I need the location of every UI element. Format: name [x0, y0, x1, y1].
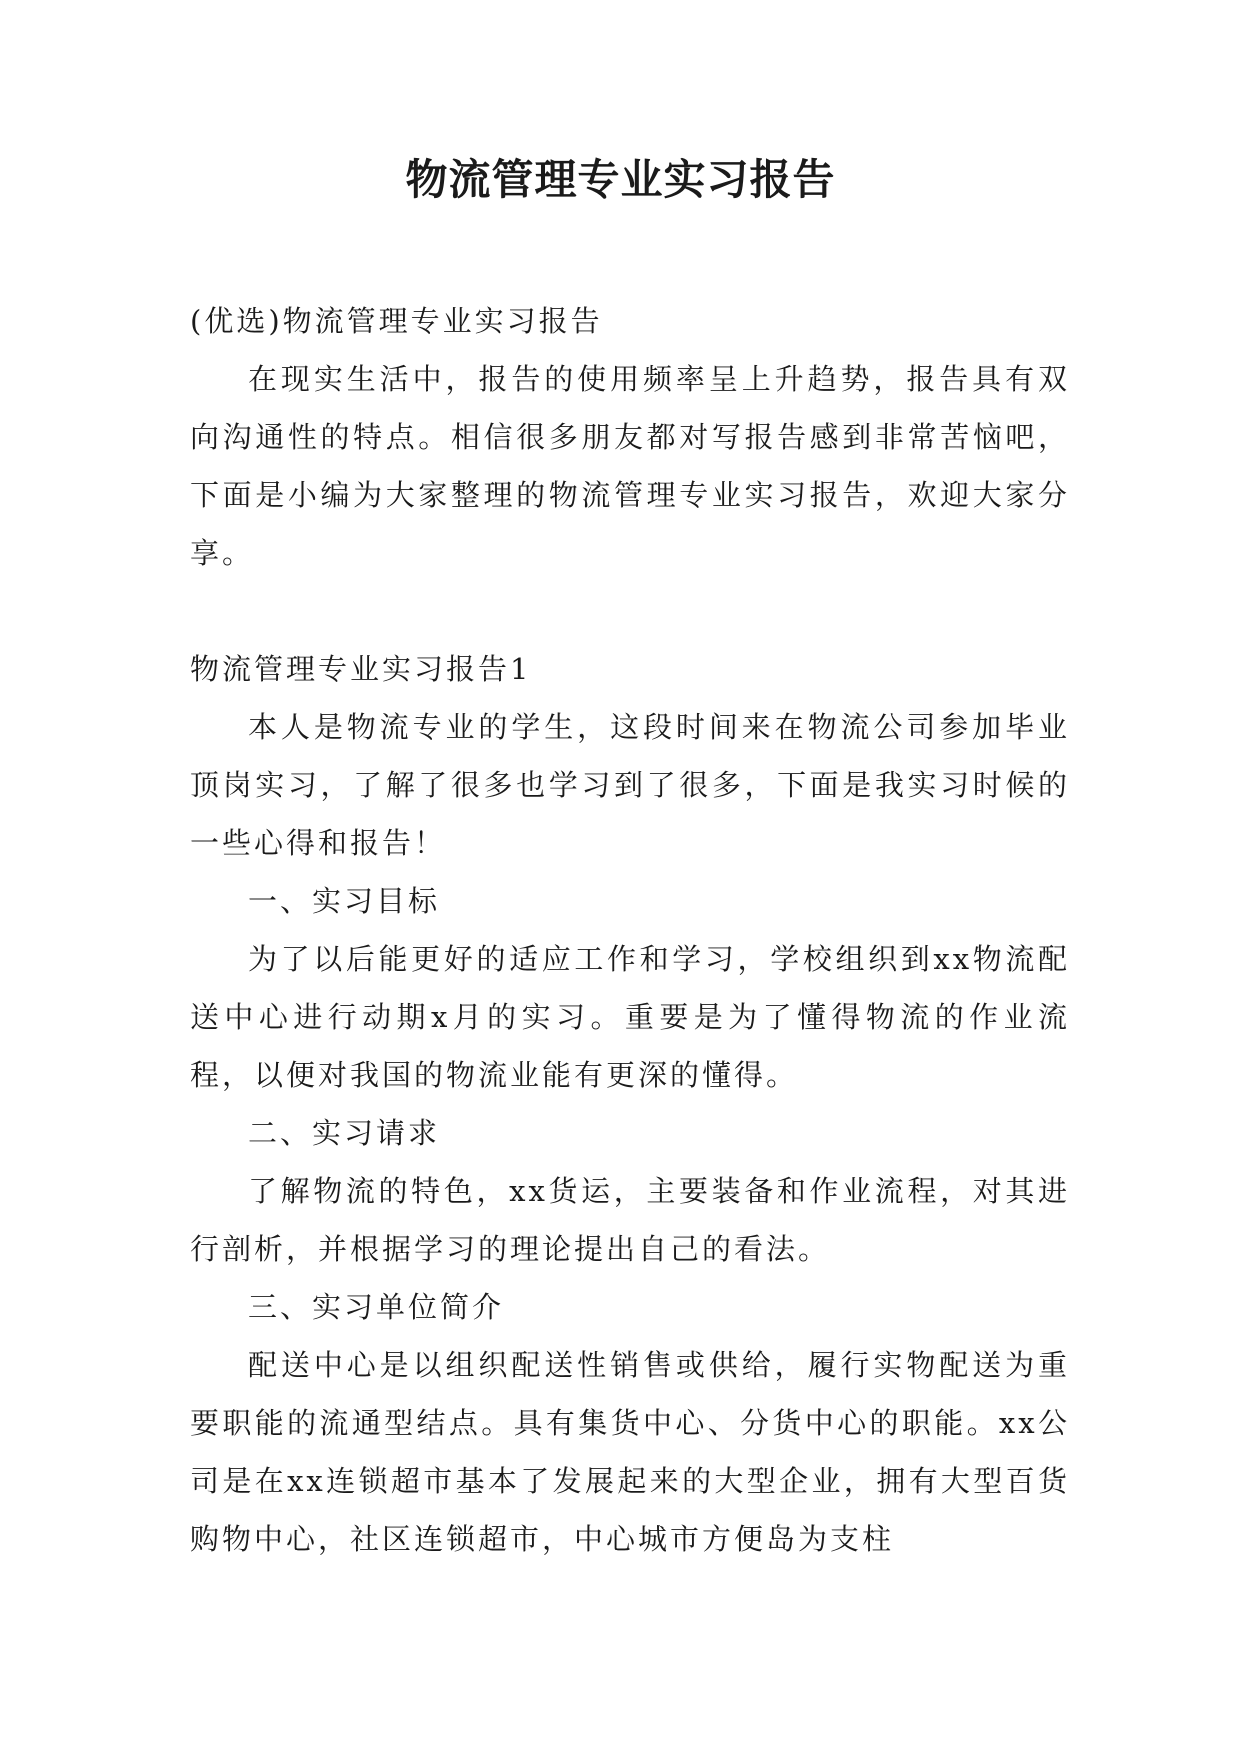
intro-paragraph: 在现实生活中，报告的使用频率呈上升趋势，报告具有双向沟通性的特点。相信很多朋友都对写报告感到非常苦恼吧，下面是小编为大家整理的物流管理专业实习报告，欢迎大家分享。	[190, 362, 1070, 570]
request-paragraph: 了解物流的特色，xx货运，主要装备和作业流程，对其进行剖析，并根据学习的理论提出自己的看法。	[190, 1174, 1070, 1266]
heading-goal: 一、实习目标	[248, 884, 441, 918]
document-title: 物流管理专业实习报告	[405, 155, 836, 204]
heading-request: 二、实习请求	[248, 1116, 441, 1150]
report-1-title: 物流管理专业实习报告1	[190, 652, 532, 686]
goal-paragraph: 为了以后能更好的适应工作和学习，学校组织到xx物流配送中心进行动期x月的实习。重要是为了懂得物流的作业流程，以便对我国的物流业能有更深的懂得。	[190, 942, 1070, 1092]
unit-paragraph: 配送中心是以组织配送性销售或供给，履行实物配送为重要职能的流通型结点。具有集货中心、分货中心的职能。xx公司是在xx连锁超市基本了发展起来的大型企业，拥有大型百货购物中心，社区连锁超市，中心城市方便岛为支柱	[190, 1348, 1070, 1556]
heading-unit: 三、实习单位简介	[248, 1290, 505, 1324]
document-subtitle: (优选)物流管理专业实习报告	[190, 304, 603, 338]
report-1-paragraph: 本人是物流专业的学生，这段时间来在物流公司参加毕业顶岗实习，了解了很多也学习到了很多，下面是我实习时候的一些心得和报告！	[190, 710, 1070, 860]
document-body	[190, 292, 1070, 1568]
